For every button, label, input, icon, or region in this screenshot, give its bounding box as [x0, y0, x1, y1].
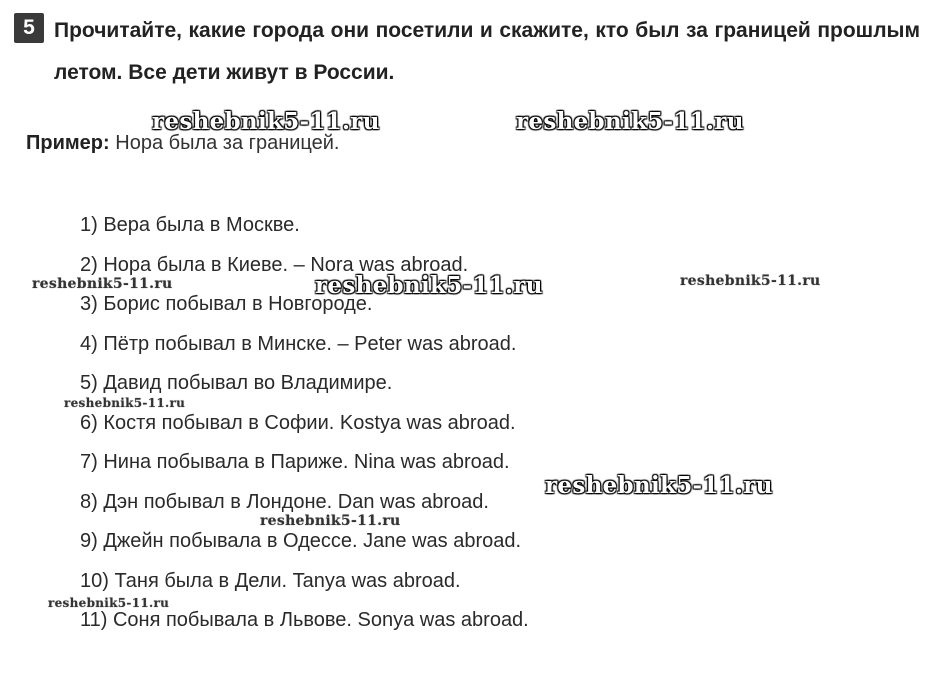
- example-text: Нора была за границей.: [115, 132, 340, 154]
- answer-item: 3) Борис побывал в Новгороде.: [80, 293, 373, 315]
- answer-item: 1) Вера была в Москве.: [80, 214, 300, 236]
- watermark: reshebnik5-11.ru: [48, 596, 170, 610]
- answer-item: 2) Нора была в Киеве. – Nora was abroad.: [80, 253, 469, 276]
- task-number-badge: 5: [14, 13, 44, 43]
- example-label: Пример:: [26, 132, 110, 154]
- answer-item: 7) Нина побывала в Париже. Nina was abroad.: [80, 451, 510, 473]
- watermark: reshebnik5-11.ru: [516, 108, 744, 135]
- watermark: reshebnik5-11.ru: [545, 472, 773, 499]
- watermark: reshebnik5-11.ru: [32, 276, 173, 292]
- answer-item: 4) Пётр побывал в Минске. – Peter was abroad.: [80, 332, 517, 355]
- watermark: reshebnik5-11.ru: [64, 396, 186, 410]
- example-line: [26, 132, 340, 155]
- task-instruction: Прочитайте, какие города они посетили и скажите, кто был за границей прошлым летом. Все дети живут в России.: [54, 19, 920, 84]
- watermark: reshebnik5-11.ru: [680, 273, 821, 289]
- watermark: reshebnik5-11.ru: [260, 513, 401, 529]
- watermark: reshebnik5-11.ru: [152, 108, 380, 135]
- answer-item: 5) Давид побывал во Владимире.: [80, 372, 393, 394]
- answer-item: 6) Костя побывал в Софии. Kostya was abroad.: [80, 411, 516, 434]
- watermark: reshebnik5-11.ru: [315, 272, 543, 299]
- answer-item: 10) Таня была в Дели. Tanya was abroad.: [80, 569, 461, 592]
- answer-item: 11) Соня побывала в Львове. Sonya was abroad.: [80, 609, 529, 631]
- answer-item: 8) Дэн побывал в Лондоне. Dan was abroad.: [80, 490, 489, 513]
- answer-item: 9) Джейн побывала в Одессе. Jane was abroad.: [80, 530, 522, 552]
